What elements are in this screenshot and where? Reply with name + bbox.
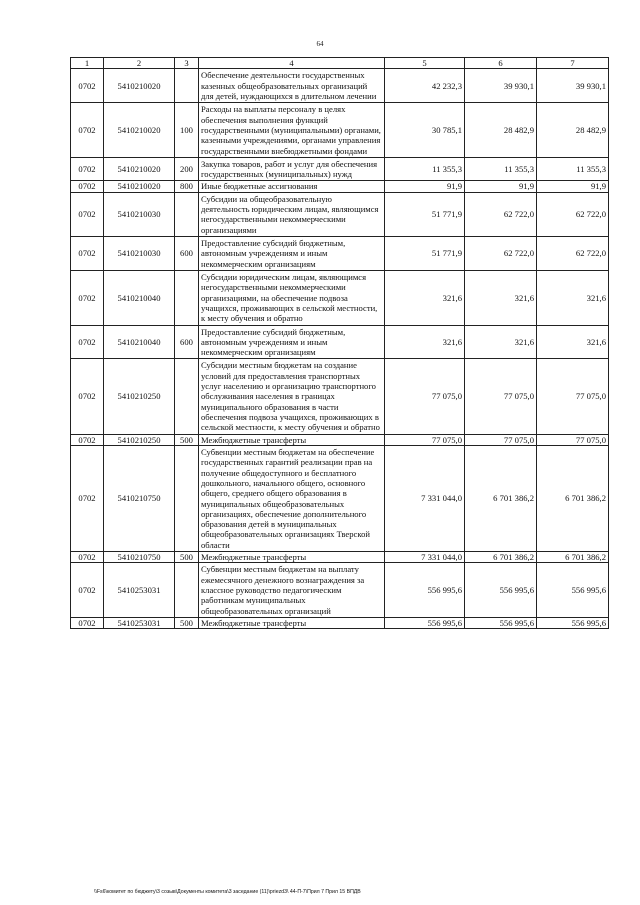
type-cell: 500 xyxy=(175,552,199,563)
value-cell: 6 701 386,2 xyxy=(537,552,609,563)
value-cell: 556 995,6 xyxy=(465,563,537,618)
code-cell: 5410210020 xyxy=(104,181,175,192)
value-cell: 42 232,3 xyxy=(385,69,465,103)
code-cell: 5410253031 xyxy=(104,617,175,628)
section-cell: 0702 xyxy=(71,103,104,158)
name-cell: Субсидии местным бюджетам на создание условий для предоставления транспортных услуг населению и организацию транспортного обслуживания населения в границах муниципального образования в части обеспечения подвоза учащихся, проживающих в сельской местности, к месту обучения и обратно xyxy=(199,359,385,434)
budget-table xyxy=(70,57,609,629)
value-cell: 51 771,9 xyxy=(385,237,465,271)
section-cell: 0702 xyxy=(71,617,104,628)
type-cell xyxy=(175,69,199,103)
code-cell: 5410210040 xyxy=(104,325,175,359)
col-header-3: 3 xyxy=(175,58,199,69)
type-cell xyxy=(175,192,199,236)
table-row xyxy=(71,445,609,551)
section-cell: 0702 xyxy=(71,445,104,551)
table-row xyxy=(71,563,609,618)
code-cell: 5410210750 xyxy=(104,552,175,563)
code-cell: 5410210250 xyxy=(104,359,175,434)
code-cell: 5410210030 xyxy=(104,237,175,271)
value-cell: 51 771,9 xyxy=(385,192,465,236)
value-cell: 30 785,1 xyxy=(385,103,465,158)
section-cell: 0702 xyxy=(71,192,104,236)
name-cell: Предоставление субсидий бюджетным, автономным учреждениям и иным некоммерческим организациям xyxy=(199,237,385,271)
table-row xyxy=(71,617,609,628)
name-cell: Иные бюджетные ассигнования xyxy=(199,181,385,192)
type-cell xyxy=(175,445,199,551)
type-cell: 500 xyxy=(175,434,199,445)
col-header-6: 6 xyxy=(465,58,537,69)
table-row xyxy=(71,69,609,103)
section-cell: 0702 xyxy=(71,325,104,359)
value-cell: 91,9 xyxy=(385,181,465,192)
type-cell: 600 xyxy=(175,325,199,359)
value-cell: 321,6 xyxy=(537,325,609,359)
type-cell xyxy=(175,563,199,618)
name-cell: Закупка товаров, работ и услуг для обеспечения государственных (муниципальных) нужд xyxy=(199,157,385,181)
type-cell: 800 xyxy=(175,181,199,192)
name-cell: Расходы на выплаты персоналу в целях обеспечения выполнения функций государственными (муниципальными) органами, казенными учреждениями, органами управления государственными внебюджетными фондами xyxy=(199,103,385,158)
section-cell: 0702 xyxy=(71,237,104,271)
file-path-footer: \\Fs6\комитет по бюджету\3 созыв\Документы комитета\3 заседание (11)\priezd3\ 44-П-7\Прил 7 Прил 15 ВПДВ xyxy=(94,889,361,895)
value-cell: 556 995,6 xyxy=(465,617,537,628)
code-cell: 5410210020 xyxy=(104,69,175,103)
section-cell: 0702 xyxy=(71,69,104,103)
value-cell: 77 075,0 xyxy=(465,359,537,434)
value-cell: 6 701 386,2 xyxy=(537,445,609,551)
table-row xyxy=(71,270,609,325)
table-row xyxy=(71,103,609,158)
code-cell: 5410210020 xyxy=(104,157,175,181)
value-cell: 91,9 xyxy=(537,181,609,192)
table-row xyxy=(71,552,609,563)
value-cell: 62 722,0 xyxy=(465,237,537,271)
type-cell: 200 xyxy=(175,157,199,181)
name-cell: Предоставление субсидий бюджетным, автономным учреждениям и иным некоммерческим организациям xyxy=(199,325,385,359)
col-header-4: 4 xyxy=(199,58,385,69)
code-cell: 5410210020 xyxy=(104,103,175,158)
code-cell: 5410210750 xyxy=(104,445,175,551)
table-row xyxy=(71,325,609,359)
col-header-2: 2 xyxy=(104,58,175,69)
table-row xyxy=(71,192,609,236)
value-cell: 556 995,6 xyxy=(537,617,609,628)
value-cell: 321,6 xyxy=(465,270,537,325)
value-cell: 62 722,0 xyxy=(465,192,537,236)
value-cell: 6 701 386,2 xyxy=(465,552,537,563)
name-cell: Межбюджетные трансферты xyxy=(199,617,385,628)
value-cell: 39 930,1 xyxy=(465,69,537,103)
code-cell: 5410253031 xyxy=(104,563,175,618)
section-cell: 0702 xyxy=(71,181,104,192)
table-header-row xyxy=(71,58,609,69)
section-cell: 0702 xyxy=(71,359,104,434)
value-cell: 62 722,0 xyxy=(537,237,609,271)
name-cell: Межбюджетные трансферты xyxy=(199,552,385,563)
value-cell: 11 355,3 xyxy=(537,157,609,181)
type-cell: 500 xyxy=(175,617,199,628)
name-cell: Субвенции местным бюджетам на обеспечение государственных гарантий реализации прав на получение общедоступного и бесплатного дошкольного, начального общего, основного общего, среднего общего образования в муниципальных общеобразовательных организациях, обеспечение дополнительного образования детей в муниципальных общеобразовательных организациях Тверской области xyxy=(199,445,385,551)
table-row xyxy=(71,359,609,434)
name-cell: Обеспечение деятельности государственных казенных общеобразовательных организаций для детей, нуждающихся в длительном лечении xyxy=(199,69,385,103)
name-cell: Субвенции местным бюджетам на выплату ежемесячного денежного вознаграждения за классное руководство педагогическим работникам муниципальных общеобразовательных организаций xyxy=(199,563,385,618)
value-cell: 321,6 xyxy=(385,325,465,359)
value-cell: 321,6 xyxy=(465,325,537,359)
value-cell: 556 995,6 xyxy=(537,563,609,618)
section-cell: 0702 xyxy=(71,270,104,325)
name-cell: Субсидии на общеобразовательную деятельность юридическим лицам, являющимся негосударственными некоммерческими организациями xyxy=(199,192,385,236)
name-cell: Субсидии юридическим лицам, являющимся негосударственными некоммерческими организациями, на обеспечение подвоза учащихся, проживающих в сельской местности, к месту обучения и обратно xyxy=(199,270,385,325)
value-cell: 77 075,0 xyxy=(537,434,609,445)
value-cell: 321,6 xyxy=(537,270,609,325)
code-cell: 5410210030 xyxy=(104,192,175,236)
col-header-7: 7 xyxy=(537,58,609,69)
type-cell: 600 xyxy=(175,237,199,271)
col-header-1: 1 xyxy=(71,58,104,69)
value-cell: 28 482,9 xyxy=(465,103,537,158)
name-cell: Межбюджетные трансферты xyxy=(199,434,385,445)
type-cell: 100 xyxy=(175,103,199,158)
value-cell: 62 722,0 xyxy=(537,192,609,236)
value-cell: 7 331 044,0 xyxy=(385,445,465,551)
value-cell: 11 355,3 xyxy=(385,157,465,181)
section-cell: 0702 xyxy=(71,563,104,618)
col-header-5: 5 xyxy=(385,58,465,69)
value-cell: 77 075,0 xyxy=(385,434,465,445)
table-row xyxy=(71,181,609,192)
value-cell: 39 930,1 xyxy=(537,69,609,103)
value-cell: 77 075,0 xyxy=(385,359,465,434)
section-cell: 0702 xyxy=(71,434,104,445)
section-cell: 0702 xyxy=(71,552,104,563)
type-cell xyxy=(175,359,199,434)
value-cell: 91,9 xyxy=(465,181,537,192)
table-row xyxy=(71,434,609,445)
value-cell: 6 701 386,2 xyxy=(465,445,537,551)
section-cell: 0702 xyxy=(71,157,104,181)
value-cell: 556 995,6 xyxy=(385,617,465,628)
table-row xyxy=(71,237,609,271)
value-cell: 77 075,0 xyxy=(537,359,609,434)
page-number: 64 xyxy=(316,40,324,48)
value-cell: 77 075,0 xyxy=(465,434,537,445)
value-cell: 11 355,3 xyxy=(465,157,537,181)
value-cell: 556 995,6 xyxy=(385,563,465,618)
type-cell xyxy=(175,270,199,325)
value-cell: 28 482,9 xyxy=(537,103,609,158)
value-cell: 7 331 044,0 xyxy=(385,552,465,563)
table-row xyxy=(71,157,609,181)
value-cell: 321,6 xyxy=(385,270,465,325)
code-cell: 5410210250 xyxy=(104,434,175,445)
code-cell: 5410210040 xyxy=(104,270,175,325)
